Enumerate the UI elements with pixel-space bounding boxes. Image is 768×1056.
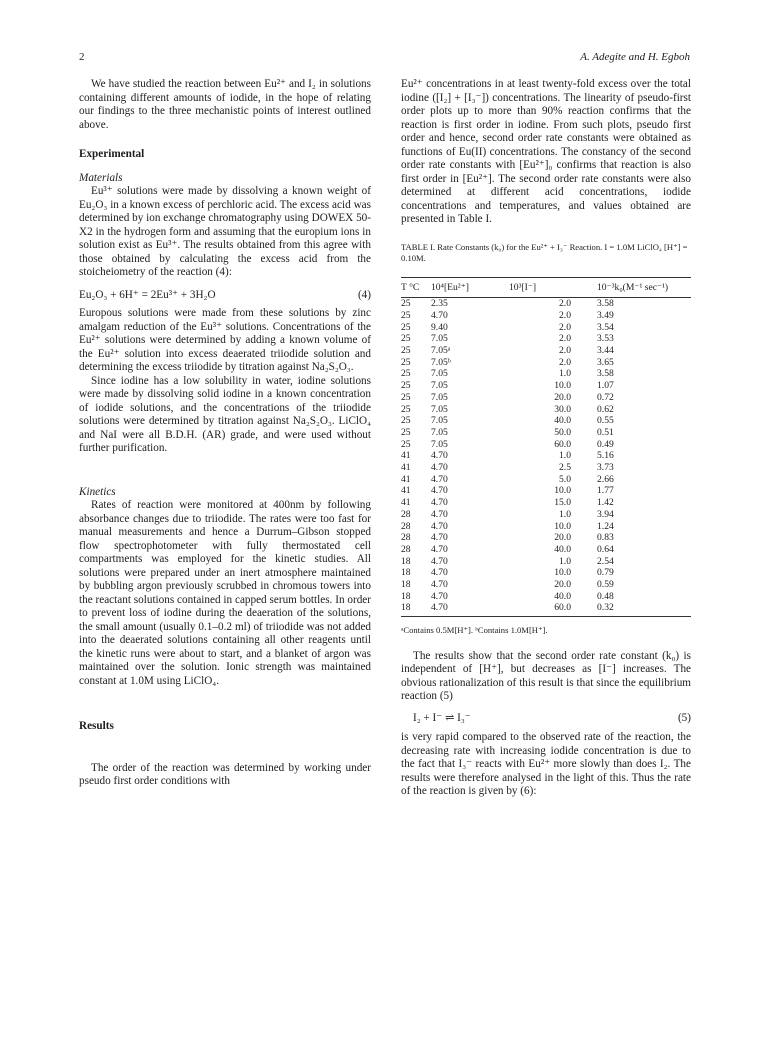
table-row: [401, 485, 691, 497]
cell-temperature: 28: [401, 520, 411, 532]
running-header-authors: A. Adegite and H. Egboh: [580, 51, 690, 63]
table-row: [401, 567, 691, 579]
table-row: [401, 521, 691, 533]
table-row: [401, 556, 691, 568]
cell-iodide: 10.0: [554, 485, 571, 497]
cell-temperature: 41: [401, 450, 411, 462]
cell-iodide: 2.0: [559, 333, 571, 345]
cell-temperature: 25: [401, 426, 411, 438]
cell-rate-constant: 3.54: [597, 321, 614, 333]
materials-paragraph-2: Europous solutions were made from these solutions by zinc amalgam reduction of the Eu³⁺ solutions. Concentrations of the Eu²⁺ solutions were determined by adding a known volume of the Eu²⁺ solution into excess deaerated triiodide solution and determining the excess triiodide by titration against Na₂S₂O₃.: [79, 307, 371, 373]
cell-rate-constant: 0.48: [597, 590, 614, 602]
cell-rate-constant: 1.24: [597, 520, 614, 532]
cell-europium: 7.05: [431, 438, 448, 450]
cell-temperature: 25: [401, 345, 411, 357]
cell-rate-constant: 0.83: [597, 532, 614, 544]
kinetics-paragraph: Rates of reaction were monitored at 400nm by following absorbance changes due to triiodide. The rates were too fast for manual measurements and hence a Durrum–Gibson stopped flow spectrophotometer with fully thermostated cell compartments was employed for the kinetic studies. All solutions were prepared under an inert atmosphere maintained by bubbling argon previously scrubbed in chromous towers into the reactant solutions contained in capped serum bottles. In order to prevent loss of iodine during the deaeration of the solutions, the small amount (usually 0.1–0.2 ml) of triiodide was not added into the deaerated solutions containing all other reagents until the kinetic runs were about to start, and a blanket of argon was maintained over the solution. Ionic strength was maintained constant at 1.0M using LiClO₄.: [79, 499, 371, 687]
table-header-iodide: 10³[I⁻]: [509, 277, 597, 298]
cell-rate-constant: 0.72: [597, 391, 614, 403]
cell-europium: 4.70: [431, 543, 448, 555]
equation-5-number: (5): [677, 711, 691, 724]
cell-temperature: 28: [401, 532, 411, 544]
cell-rate-constant: 2.54: [597, 555, 614, 567]
cell-rate-constant: 0.32: [597, 602, 691, 616]
cell-europium: 4.70: [431, 473, 448, 485]
equation-5: [401, 712, 691, 726]
table-row: [401, 368, 691, 380]
cell-iodide: 30.0: [554, 403, 571, 415]
table-row: [401, 591, 691, 603]
cell-rate-constant: 3.49: [597, 309, 614, 321]
cell-temperature: 41: [401, 485, 411, 497]
table-footnote: ᵃContains 0.5M[H⁺]. ᵇContains 1.0M[H⁺].: [401, 625, 548, 636]
table-header-row: [401, 277, 691, 298]
cell-temperature: 25: [401, 309, 411, 321]
cell-temperature: 18: [401, 590, 411, 602]
table-row: [401, 415, 691, 427]
cell-rate-constant: 1.07: [597, 380, 614, 392]
table-row: [401, 380, 691, 392]
intro-paragraph: We have studied the reaction between Eu²⁺ and I₂ in solutions containing different amounts of iodide, in the hope of relating our findings to the three mechanistic points of interest outlined above.: [79, 78, 371, 131]
rate-constants-table: [401, 277, 691, 618]
cell-europium: 4.70: [431, 532, 448, 544]
cell-rate-constant: 3.65: [597, 356, 614, 368]
cell-rate-constant: 0.79: [597, 567, 614, 579]
table-header-europium: 10⁴[Eu²⁺]: [431, 277, 509, 298]
cell-iodide: 2.0: [559, 345, 571, 357]
table-row: [401, 345, 691, 357]
right-paragraph-3: is very rapid compared to the observed rate of the reaction, the decreasing rate with increasing iodide concentration is due to the fact that I₃⁻ reacts with Eu²⁺ more slowly than does I₂. The results were therefore analysed in the light of this. Thus the rate of the reaction is given by (6):: [401, 731, 691, 798]
cell-temperature: 28: [401, 508, 411, 520]
table-row: [401, 579, 691, 591]
table-row: [401, 450, 691, 462]
cell-rate-constant: 0.64: [597, 543, 614, 555]
cell-temperature: 25: [401, 368, 411, 380]
table-row: [401, 497, 691, 509]
cell-iodide: 1.0: [559, 555, 571, 567]
table-row: [401, 310, 691, 322]
cell-rate-constant: 0.59: [597, 579, 614, 591]
cell-iodide: 2.0: [559, 321, 571, 333]
right-column: [401, 78, 691, 799]
cell-europium: 4.70: [431, 567, 448, 579]
table-row: [401, 298, 691, 310]
cell-iodide: 50.0: [554, 426, 571, 438]
experimental-heading: Experimental: [79, 148, 145, 160]
table-header-rate-constant: 10⁻³k₀(M⁻¹ sec⁻¹): [597, 277, 691, 298]
cell-europium: 2.35: [431, 298, 448, 310]
cell-europium: 4.70: [431, 590, 448, 602]
materials-paragraph-3: Since iodine has a low solubility in water, iodine solutions were made by dissolving solid iodine in a known concentration of iodide solutions, and the concentrations of the triiodide solutions were determined by titration against Na₂S₂O₃. LiClO₄ and NaI were all B.D.H. (AR) grade, and were used without further purification.: [79, 374, 371, 454]
cell-rate-constant: 1.77: [597, 485, 614, 497]
cell-iodide: 2.0: [559, 356, 571, 368]
cell-rate-constant: 1.42: [597, 497, 614, 509]
table-row: [401, 392, 691, 404]
cell-europium: 9.40: [431, 321, 448, 333]
table-row: [401, 439, 691, 451]
cell-temperature: 25: [401, 438, 411, 450]
cell-europium: 4.70: [431, 555, 448, 567]
kinetics-heading: Kinetics: [79, 485, 116, 498]
materials-paragraph-1: Eu³⁺ solutions were made by dissolving a known weight of Eu₂O₃ in a known excess of perchloric acid. The excess acid was determined by ion exchange chromatography using DOWEX 50-X2 in the hydrogen form and assuming that the europium ions in solution exist as Eu³⁺. The results obtained from this agree with those obtained by calculating the excess acid from the stoicheiometry of the reaction (4):: [79, 185, 371, 278]
cell-temperature: 18: [401, 567, 411, 579]
cell-temperature: 18: [401, 555, 411, 567]
cell-iodide: 1.0: [559, 450, 571, 462]
equation-4-text: Eu₂O₃ + 6H⁺ = 2Eu³⁺ + 3H₂O: [79, 288, 216, 301]
cell-iodide: 60.0: [554, 438, 571, 450]
right-paragraph-1: Eu²⁺ concentrations in at least twenty-fold excess over the total iodine ([I₂] + [I₃⁻]) concentrations. The linearity of pseudo-first order plots up to more than 90% reaction confirms that the reaction is first order in iodine. From such plots, pseudo first order and hence, second order rate constants were obtained as functions of Eu(II) concentrations. The constancy of the second order rate constants with [Eu²⁺]₀ confirms that reaction is also first order in [Eu²⁺]. The second order rate constants were also determined at different acid concentrations, iodide concentrations and temperatures, and values obtained are presented in Table I.: [401, 78, 691, 225]
cell-rate-constant: 3.44: [597, 345, 614, 357]
cell-rate-constant: 3.73: [597, 462, 614, 474]
cell-iodide: 15.0: [554, 497, 571, 509]
cell-rate-constant: 0.62: [597, 403, 614, 415]
cell-temperature: 18: [401, 602, 431, 616]
table-row: [401, 532, 691, 544]
cell-europium: 4.70: [431, 602, 509, 616]
cell-iodide: 20.0: [554, 532, 571, 544]
cell-temperature: 28: [401, 543, 411, 555]
cell-rate-constant: 0.55: [597, 415, 614, 427]
table-row: [401, 602, 691, 616]
cell-rate-constant: 0.51: [597, 426, 614, 438]
cell-europium: 7.05ᵃ: [431, 345, 451, 357]
cell-rate-constant: 5.16: [597, 450, 614, 462]
table-row: [401, 322, 691, 334]
table-row: [401, 357, 691, 369]
cell-temperature: 25: [401, 333, 411, 345]
table-caption: TABLE I. Rate Constants (k₀) for the Eu²⁺ + I₃⁻ Reaction. I = 1.0M LiClO₄ [H⁺] = 0.10M.: [401, 241, 688, 263]
cell-europium: 4.70: [431, 450, 448, 462]
cell-iodide: 40.0: [554, 590, 571, 602]
cell-rate-constant: 0.49: [597, 438, 614, 450]
cell-temperature: 25: [401, 321, 411, 333]
page-number: 2: [79, 51, 85, 63]
table-row: [401, 427, 691, 439]
cell-iodide: 5.0: [559, 473, 571, 485]
cell-europium: 4.70: [431, 497, 448, 509]
cell-temperature: 25: [401, 403, 411, 415]
cell-iodide: 20.0: [554, 391, 571, 403]
cell-iodide: 1.0: [559, 508, 571, 520]
cell-temperature: 41: [401, 473, 411, 485]
cell-iodide: 2.0: [559, 298, 571, 310]
cell-iodide: 10.0: [554, 520, 571, 532]
cell-iodide: 2.0: [559, 309, 571, 321]
equation-4: [79, 289, 371, 303]
cell-temperature: 25: [401, 356, 411, 368]
results-heading: Results: [79, 720, 114, 732]
cell-iodide: 40.0: [554, 415, 571, 427]
table-row: [401, 404, 691, 416]
cell-europium: 7.05: [431, 333, 448, 345]
cell-temperature: 25: [401, 391, 411, 403]
cell-temperature: 18: [401, 579, 411, 591]
cell-europium: 7.05: [431, 415, 448, 427]
table-header-temperature: T °C: [401, 277, 431, 298]
cell-temperature: 41: [401, 462, 411, 474]
table-row: [401, 333, 691, 345]
cell-rate-constant: 2.66: [597, 473, 614, 485]
left-column: [79, 78, 371, 789]
cell-europium: 4.70: [431, 462, 448, 474]
table-row: [401, 462, 691, 474]
cell-europium: 7.05: [431, 403, 448, 415]
cell-iodide: 2.5: [559, 462, 571, 474]
cell-temperature: 25: [401, 380, 411, 392]
cell-temperature: 41: [401, 497, 411, 509]
table-row: [401, 509, 691, 521]
cell-iodide: 1.0: [559, 368, 571, 380]
cell-europium: 4.70: [431, 579, 448, 591]
table-row: [401, 474, 691, 486]
results-paragraph: The order of the reaction was determined by working under pseudo first order conditions with: [79, 761, 371, 787]
cell-iodide: 10.0: [554, 380, 571, 392]
equation-4-number: (4): [357, 288, 371, 301]
cell-europium: 4.70: [431, 485, 448, 497]
table-row: [401, 544, 691, 556]
cell-europium: 7.05: [431, 368, 448, 380]
cell-temperature: 25: [401, 298, 411, 310]
cell-europium: 7.05: [431, 426, 448, 438]
cell-europium: 4.70: [431, 520, 448, 532]
cell-iodide: 20.0: [554, 579, 571, 591]
cell-europium: 4.70: [431, 508, 448, 520]
right-paragraph-2: The results show that the second order rate constant (k₀) is independent of [H⁺], but decreases as [I⁻] increases. The obvious rationalization of this result is that since the equilibrium reaction (5): [401, 649, 691, 703]
cell-iodide: 40.0: [554, 543, 571, 555]
cell-rate-constant: 3.58: [597, 368, 614, 380]
cell-rate-constant: 3.53: [597, 333, 614, 345]
materials-heading: Materials: [79, 171, 123, 184]
cell-rate-constant: 3.94: [597, 508, 614, 520]
cell-europium: 7.05ᵇ: [431, 356, 451, 368]
cell-europium: 7.05: [431, 380, 448, 392]
cell-temperature: 25: [401, 415, 411, 427]
cell-europium: 4.70: [431, 309, 448, 321]
cell-europium: 7.05: [431, 391, 448, 403]
cell-rate-constant: 3.58: [597, 298, 614, 310]
equation-5-text: I₂ + I⁻ ⇌ I₃⁻: [413, 711, 471, 724]
cell-iodide: 60.0: [509, 602, 597, 616]
cell-iodide: 10.0: [554, 567, 571, 579]
